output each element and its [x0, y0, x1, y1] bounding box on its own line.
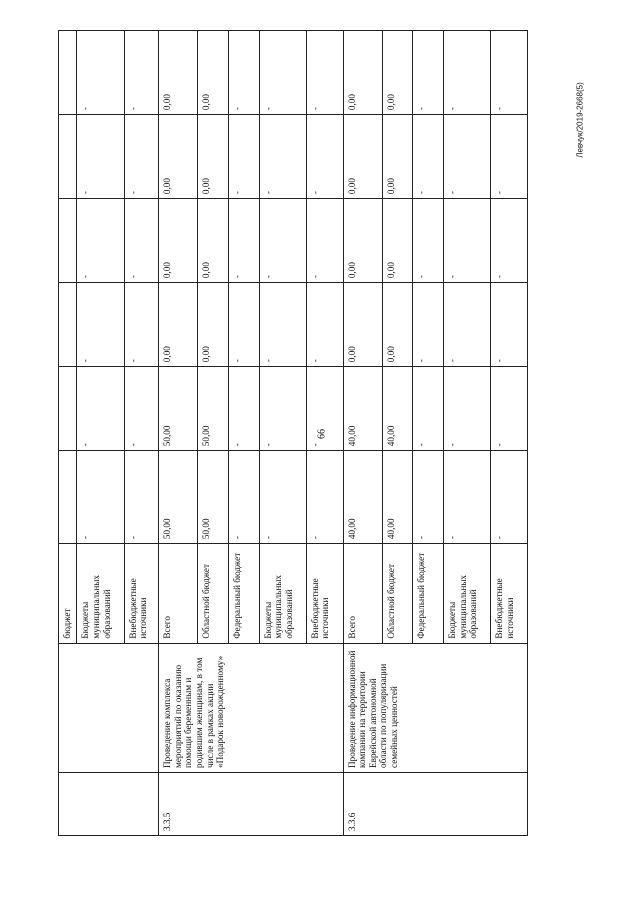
value-cell: - — [443, 199, 490, 283]
value-cell: - — [491, 283, 528, 367]
value-cell: 0,00 — [159, 31, 198, 115]
value-cell: 0,00 — [343, 31, 382, 115]
value-cell: - — [228, 283, 259, 367]
value-cell: 0,00 — [198, 115, 229, 199]
value-cell: 40,00 — [343, 451, 382, 544]
value-cell: 0,00 — [343, 115, 382, 199]
value-cell: - — [491, 367, 528, 451]
value-cell: - — [259, 451, 306, 544]
value-cell: 0,00 — [198, 199, 229, 283]
table-row — [59, 31, 77, 836]
value-cell: - — [77, 199, 124, 283]
value-cell: 0,00 — [382, 31, 413, 115]
value-cell: - — [124, 115, 159, 199]
value-cell: - — [491, 31, 528, 115]
funding-source-cell: Областной бюджет — [382, 544, 413, 644]
value-cell: - — [77, 451, 124, 544]
value-cell: - — [443, 451, 490, 544]
funding-source-cell: Бюджеты муниципальных образований — [77, 544, 124, 644]
value-cell: 0,00 — [343, 283, 382, 367]
funding-source-cell: Внебюджетные источники — [306, 544, 343, 644]
value-cell: - — [124, 283, 159, 367]
value-cell — [59, 451, 77, 544]
value-cell: - — [306, 199, 343, 283]
value-cell: - — [413, 451, 444, 544]
value-cell: - — [259, 283, 306, 367]
value-cell: 0,00 — [343, 199, 382, 283]
value-cell: 0,00 — [382, 115, 413, 199]
value-cell: - — [443, 283, 490, 367]
budget-table — [58, 30, 528, 836]
item-name-cell: Проведение комплекса мероприятий по оказанию помощи беременным и родившим женщинам, в том числе в рамках акции «Подарок новорожденному» — [159, 643, 343, 772]
value-cell: 50,00 — [198, 451, 229, 544]
table-container — [58, 30, 528, 836]
value-cell: - — [77, 283, 124, 367]
funding-source-cell: Всего — [343, 544, 382, 644]
value-cell: 0,00 — [159, 115, 198, 199]
value-cell: - — [413, 115, 444, 199]
value-cell: 0,00 — [382, 283, 413, 367]
value-cell: 50,00 — [198, 367, 229, 451]
funding-source-cell: бюджет — [59, 544, 77, 644]
value-cell: - — [228, 199, 259, 283]
funding-source-cell: Внебюджетные источники — [124, 544, 159, 644]
value-cell: - — [77, 31, 124, 115]
value-cell: 40,00 — [382, 451, 413, 544]
value-cell — [59, 283, 77, 367]
value-cell: - — [306, 283, 343, 367]
value-cell: - — [413, 367, 444, 451]
item-number-cell: 3.3.5 — [159, 772, 343, 835]
value-cell: 0,00 — [159, 199, 198, 283]
funding-source-cell: Областной бюджет — [198, 544, 229, 644]
table-row — [343, 31, 382, 836]
value-cell: 50,00 — [159, 367, 198, 451]
value-cell: - — [228, 115, 259, 199]
table-body — [59, 31, 528, 836]
value-cell: - — [443, 367, 490, 451]
document-code: Левчук/2019-2668(5) — [575, 82, 585, 158]
value-cell: 40,00 — [343, 367, 382, 451]
value-cell: - — [443, 31, 490, 115]
value-cell — [59, 31, 77, 115]
funding-source-cell: Федеральный бюджет — [228, 544, 259, 644]
value-cell: - — [491, 451, 528, 544]
value-cell: 0,00 — [382, 199, 413, 283]
page-number: 66 — [316, 429, 328, 439]
funding-source-cell: Бюджеты муниципальных образований — [443, 544, 490, 644]
funding-source-cell: Всего — [159, 544, 198, 644]
value-cell: - — [228, 451, 259, 544]
item-number-cell — [59, 772, 159, 835]
value-cell — [59, 115, 77, 199]
value-cell: - — [77, 367, 124, 451]
rotated-table-frame — [58, 30, 528, 836]
item-number-cell: 3.3.6 — [343, 772, 527, 835]
value-cell: 0,00 — [159, 283, 198, 367]
item-name-cell — [59, 643, 159, 772]
value-cell: - — [259, 199, 306, 283]
value-cell: - — [306, 115, 343, 199]
value-cell: - — [124, 367, 159, 451]
value-cell — [59, 367, 77, 451]
value-cell: - — [306, 451, 343, 544]
value-cell: - — [443, 115, 490, 199]
value-cell: - — [259, 367, 306, 451]
value-cell: - — [413, 31, 444, 115]
funding-source-cell: Внебюджетные источники — [491, 544, 528, 644]
value-cell: - — [228, 367, 259, 451]
value-cell: - — [259, 31, 306, 115]
table-row — [159, 31, 198, 836]
value-cell: 0,00 — [198, 283, 229, 367]
value-cell: - — [413, 199, 444, 283]
value-cell: - — [306, 367, 343, 451]
item-name-cell: Проведение информационной компании на территории Еврейской автономной области по популяризации семейных ценностей — [343, 643, 527, 772]
value-cell: - — [124, 31, 159, 115]
value-cell: - — [259, 115, 306, 199]
value-cell: - — [491, 199, 528, 283]
value-cell — [59, 199, 77, 283]
value-cell: - — [491, 115, 528, 199]
value-cell: - — [306, 31, 343, 115]
value-cell: - — [413, 283, 444, 367]
value-cell: - — [124, 199, 159, 283]
funding-source-cell: Федеральный бюджет — [413, 544, 444, 644]
value-cell: 40,00 — [382, 367, 413, 451]
value-cell: 0,00 — [198, 31, 229, 115]
value-cell: - — [77, 115, 124, 199]
funding-source-cell: Бюджеты муниципальных образований — [259, 544, 306, 644]
value-cell: 50,00 — [159, 451, 198, 544]
value-cell: - — [124, 451, 159, 544]
value-cell: - — [228, 31, 259, 115]
